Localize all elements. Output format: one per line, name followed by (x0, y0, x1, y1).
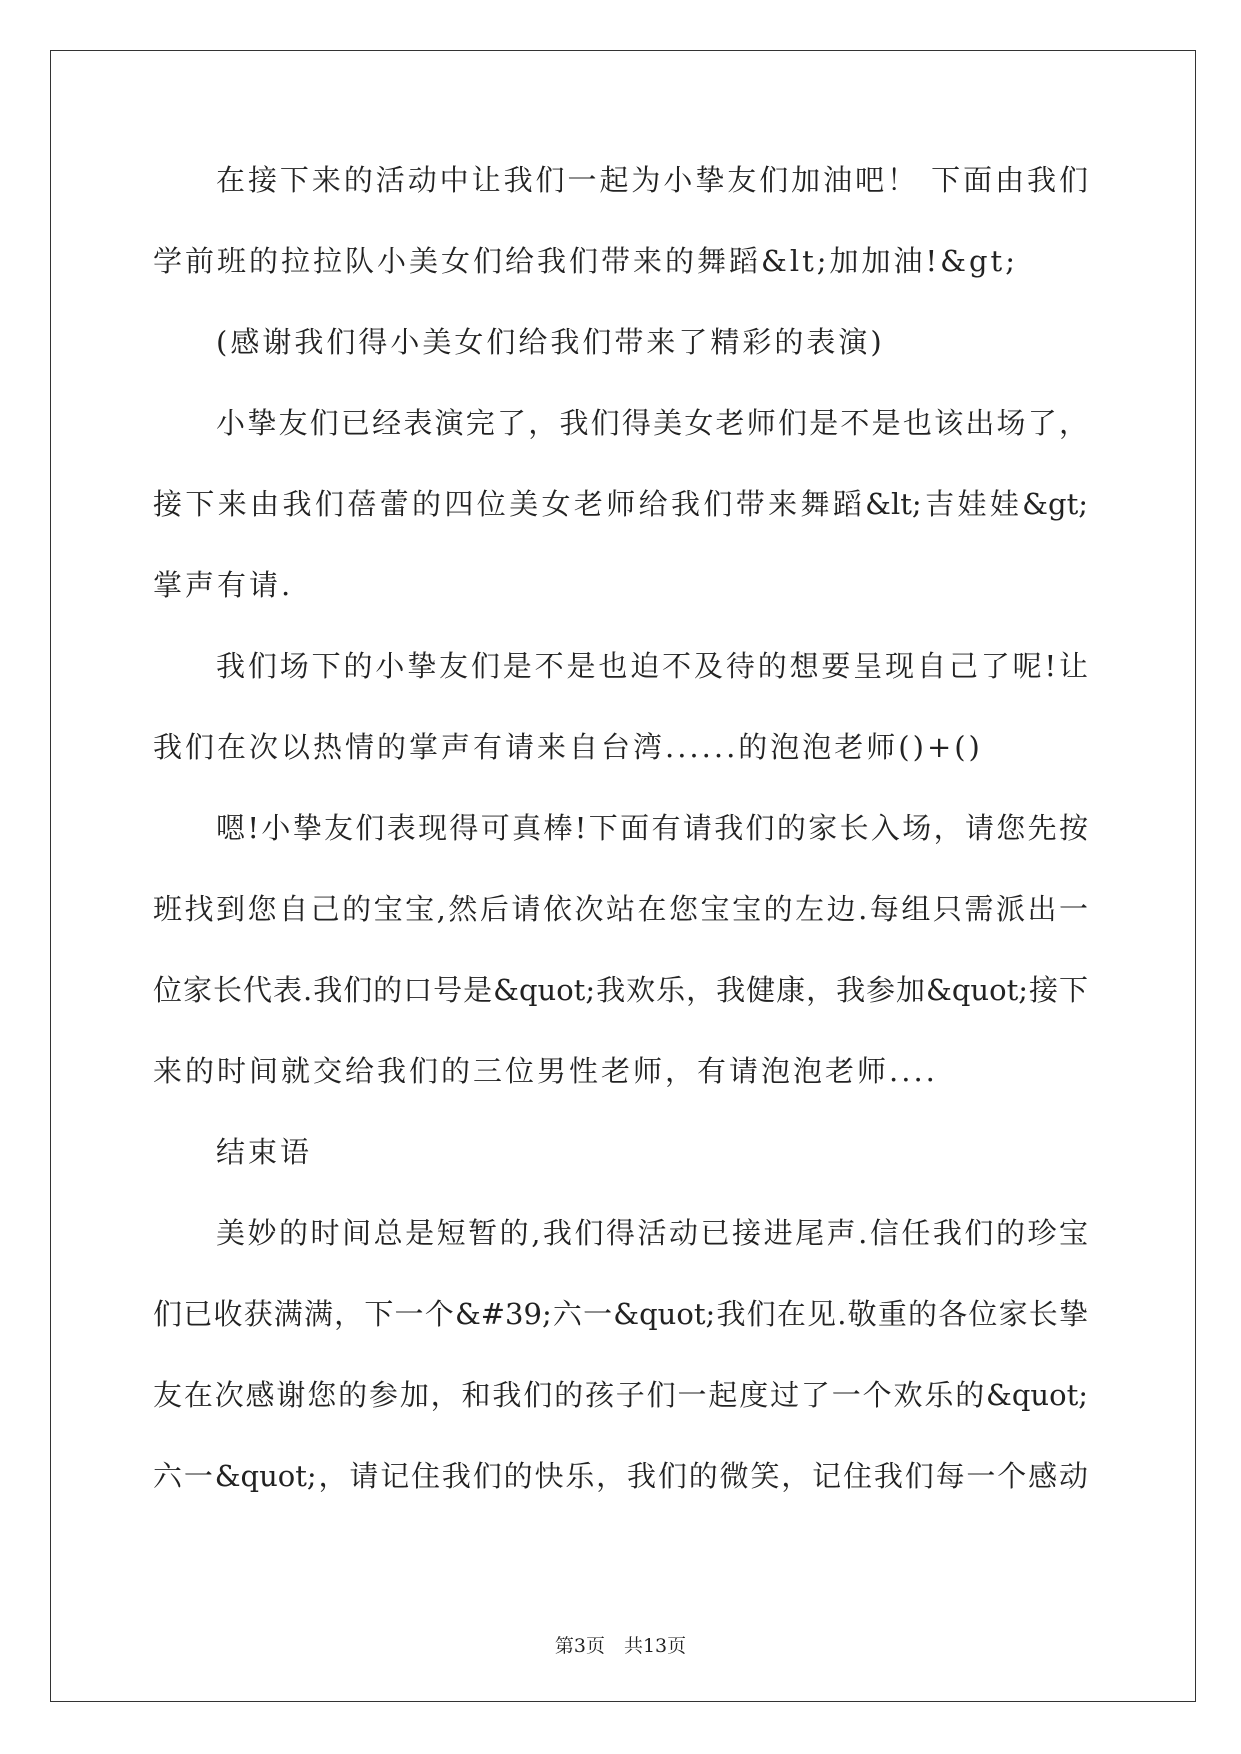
text-line: 来的时间就交给我们的三位男性老师，有请泡泡老师.... (153, 1054, 938, 1088)
page-number: 第3页 共13页 (554, 1635, 687, 1657)
section-heading: 结束语 (216, 1135, 313, 1169)
text-line: 们已收获满满，下一个&#39;六一&quot;我们在见.敬重的各位家长挚 (153, 1297, 1088, 1331)
text-line: 我们场下的小挚友们是不是也迫不及待的想要呈现自己了呢!让 (216, 649, 1088, 683)
text-line: 嗯!小挚友们表现得可真棒!下面有请我们的家长入场，请您先按 (216, 811, 1088, 845)
text-line: (感谢我们得小美女们给我们带来了精彩的表演) (216, 325, 885, 359)
text-line: 我们在次以热情的掌声有请来自台湾......的泡泡老师()+() (153, 730, 983, 764)
text-line: 在接下来的活动中让我们一起为小挚友们加油吧！ 下面由我们 (216, 163, 1088, 197)
text-line: 美妙的时间总是短暂的,我们得活动已接进尾声.信任我们的珍宝 (216, 1216, 1088, 1250)
text-line: 班找到您自己的宝宝,然后请依次站在您宝宝的左边.每组只需派出一 (153, 892, 1088, 926)
text-line: 接下来由我们蓓蕾的四位美女老师给我们带来舞蹈&lt;吉娃娃&gt; (153, 487, 1088, 521)
text-line: 学前班的拉拉队小美女们给我们带来的舞蹈&lt;加加油!&gt; (153, 244, 1018, 278)
text-line: 位家长代表.我们的口号是&quot;我欢乐，我健康，我参加&quot;接下 (153, 973, 1088, 1007)
text-line: 友在次感谢您的参加，和我们的孩子们一起度过了一个欢乐的&quot; (153, 1378, 1088, 1412)
text-line: 掌声有请. (153, 568, 294, 602)
text-line: 六一&quot;，请记住我们的快乐，我们的微笑，记住我们每一个感动 (153, 1459, 1088, 1493)
document-body (153, 160, 1088, 1537)
text-line: 小挚友们已经表演完了，我们得美女老师们是不是也该出场了， (216, 406, 1088, 440)
